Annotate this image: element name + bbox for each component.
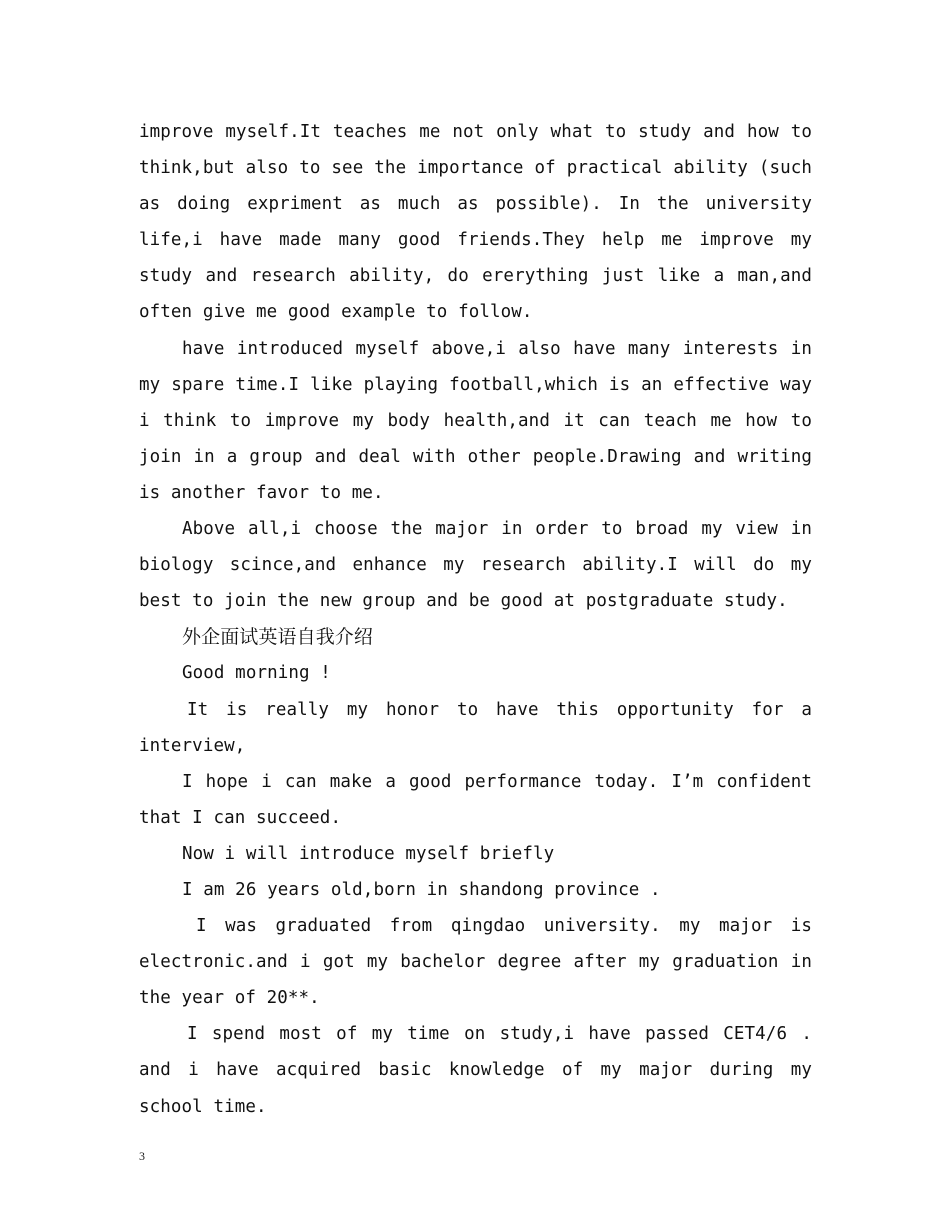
paragraph-study: I spend most of my time on study,i have passed CET4/6 . and i have acquired basic knowledge of my major during my school time. xyxy=(139,1024,812,1117)
paragraph-greeting: Good morning ! xyxy=(182,663,331,684)
document-body xyxy=(139,114,812,1125)
page-number: 3 xyxy=(139,1149,145,1163)
paragraph-interests: have introduced myself above,i also have many interests in my spare time.I like playing football,which is an effective way i think to improve my body health,and it can teach me how to join in a group and deal with other people.Drawing and writing is another favor to me. xyxy=(139,338,812,503)
paragraph-age: I am 26 years old,born in shandong province . xyxy=(182,879,661,900)
paragraph-honor: It is really my honor to have this opportunity for a interview, xyxy=(139,699,812,756)
paragraph-continuation: improve myself.It teaches me not only what to study and how to think,but also to see the importance of practical ability (such as doing expriment as much as possible). In the university life,i have made many good friends.They help me improve my study and research ability, do ererything just like a man,and often give me good example to follow. xyxy=(139,122,812,323)
paragraph-introduce: Now i will introduce myself briefly xyxy=(182,843,555,864)
paragraph-hope: I hope i can make a good performance today. I’m confident that I can succeed. xyxy=(139,771,812,828)
paragraph-education: I was graduated from qingdao university. my major is electronic.and i got my bachelor degree after my graduation in the year of 20**. xyxy=(139,916,812,1009)
section-heading: 外企面试英语自我介绍 xyxy=(182,626,374,649)
paragraph-conclusion: Above all,i choose the major in order to broad my view in biology scince,and enhance my research ability.I will do my best to join the new group and be good at postgraduate study. xyxy=(139,519,812,612)
